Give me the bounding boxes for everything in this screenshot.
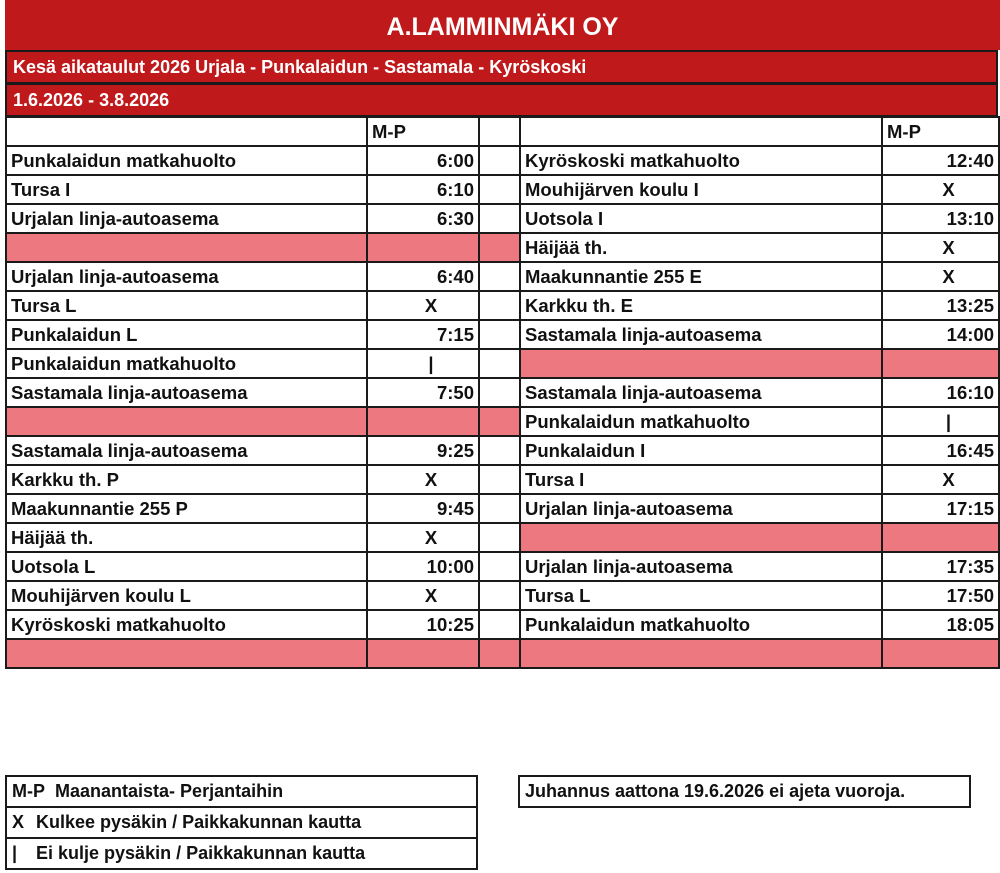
left-stop-name: Mouhijärven koulu L (6, 581, 367, 610)
gap-cell (479, 436, 520, 465)
table-row (6, 610, 999, 639)
gap-cell (479, 117, 520, 146)
gap-cell (479, 552, 520, 581)
gap-cell (479, 378, 520, 407)
right-departure-time: 17:15 (882, 494, 999, 523)
left-break-cell (6, 233, 367, 262)
right-departure-time: 16:45 (882, 436, 999, 465)
table-row (6, 204, 999, 233)
gap-cell (479, 233, 520, 262)
gap-cell (479, 349, 520, 378)
left-departure-time: 6:40 (367, 262, 479, 291)
left-departure-time: 7:15 (367, 320, 479, 349)
left-departure-time: 10:00 (367, 552, 479, 581)
left-stop-name: Sastamala linja-autoasema (6, 378, 367, 407)
right-break-cell (520, 639, 882, 668)
gap-cell (479, 494, 520, 523)
table-row (6, 146, 999, 175)
gap-cell (479, 639, 520, 668)
gap-cell (479, 262, 520, 291)
right-stop-header (520, 117, 882, 146)
right-departure-time: 18:05 (882, 610, 999, 639)
schedule-subtitle: Kesä aikataulut 2026 Urjala - Punkalaidun - Sastamala - Kyröskoski (5, 50, 998, 84)
gap-cell (479, 175, 520, 204)
left-stop-name: Sastamala linja-autoasema (6, 436, 367, 465)
gap-cell (479, 320, 520, 349)
left-break-cell (367, 407, 479, 436)
legend-symbol: X (12, 812, 25, 832)
left-stop-name: Punkalaidun L (6, 320, 367, 349)
right-stop-name: Punkalaidun I (520, 436, 882, 465)
right-stop-name: Tursa L (520, 581, 882, 610)
left-stop-name: Punkalaidun matkahuolto (6, 349, 367, 378)
gap-cell (479, 291, 520, 320)
legend-symbol: M-P (12, 781, 45, 801)
left-break-cell (367, 233, 479, 262)
right-departure-time: 16:10 (882, 378, 999, 407)
timetable (5, 116, 1000, 669)
gap-cell (479, 465, 520, 494)
left-stop-name: Häijää th. (6, 523, 367, 552)
gap-cell (479, 146, 520, 175)
left-departure-time: 7:50 (367, 378, 479, 407)
legend-entry (6, 838, 477, 869)
left-stop-name: Kyröskoski matkahuolto (6, 610, 367, 639)
gap-cell (479, 204, 520, 233)
table-row (6, 349, 999, 378)
gap-cell (479, 523, 520, 552)
left-departure-time: 6:30 (367, 204, 479, 233)
table-row (6, 262, 999, 291)
right-departure-time: 13:25 (882, 291, 999, 320)
left-stop-name: Urjalan linja-autoasema (6, 204, 367, 233)
left-departure-time: | (367, 349, 479, 378)
right-stop-name: Sastamala linja-autoasema (520, 320, 882, 349)
right-stop-name: Häijää th. (520, 233, 882, 262)
legend-symbol: | (12, 843, 18, 863)
legend-row (6, 838, 477, 869)
legend-entry (6, 776, 477, 807)
left-departure-time: X (367, 523, 479, 552)
right-departure-time: 12:40 (882, 146, 999, 175)
right-departure-time: X (882, 175, 999, 204)
right-stop-name: Punkalaidun matkahuolto (520, 407, 882, 436)
right-break-cell (882, 523, 999, 552)
holiday-notice: Juhannus aattona 19.6.2026 ei ajeta vuoroja. (518, 775, 971, 808)
date-range: 1.6.2026 - 3.8.2026 (5, 83, 998, 117)
left-departure-time: X (367, 291, 479, 320)
legend-row (6, 807, 477, 838)
left-stop-name: Karkku th. P (6, 465, 367, 494)
right-stop-name: Sastamala linja-autoasema (520, 378, 882, 407)
left-stop-header (6, 117, 367, 146)
table-row (6, 494, 999, 523)
right-stop-name: Kyröskoski matkahuolto (520, 146, 882, 175)
right-departure-time: 13:10 (882, 204, 999, 233)
right-departure-time: X (882, 465, 999, 494)
left-departure-time: 6:10 (367, 175, 479, 204)
left-break-cell (367, 639, 479, 668)
header-row (6, 117, 999, 146)
left-break-cell (6, 639, 367, 668)
table-row (6, 175, 999, 204)
left-stop-name: Tursa I (6, 175, 367, 204)
gap-cell (479, 610, 520, 639)
left-stop-name: Tursa L (6, 291, 367, 320)
left-departure-time: 9:45 (367, 494, 479, 523)
legend-text: Kulkee pysäkin / Paikkakunnan kautta (36, 812, 362, 832)
right-stop-name: Urjalan linja-autoasema (520, 552, 882, 581)
gap-cell (479, 407, 520, 436)
left-departure-time: 10:25 (367, 610, 479, 639)
table-row (6, 407, 999, 436)
legend-row (6, 776, 477, 807)
right-stop-name: Mouhijärven koulu I (520, 175, 882, 204)
right-break-cell (520, 349, 882, 378)
right-stop-name: Karkku th. E (520, 291, 882, 320)
left-stop-name: Maakunnantie 255 P (6, 494, 367, 523)
table-row (6, 465, 999, 494)
right-stop-name: Punkalaidun matkahuolto (520, 610, 882, 639)
right-stop-name: Maakunnantie 255 E (520, 262, 882, 291)
right-break-cell (882, 639, 999, 668)
right-departure-time: 14:00 (882, 320, 999, 349)
right-break-cell (520, 523, 882, 552)
left-stop-name: Urjalan linja-autoasema (6, 262, 367, 291)
right-departure-time: 17:35 (882, 552, 999, 581)
gap-cell (479, 581, 520, 610)
left-days-header: M-P (367, 117, 479, 146)
right-departure-time: | (882, 407, 999, 436)
left-break-cell (6, 407, 367, 436)
table-row (6, 436, 999, 465)
table-row (6, 291, 999, 320)
table-row (6, 233, 999, 262)
left-departure-time: X (367, 581, 479, 610)
left-departure-time: 6:00 (367, 146, 479, 175)
legend-entry (6, 807, 477, 838)
left-stop-name: Uotsola L (6, 552, 367, 581)
table-row (6, 320, 999, 349)
legend-text: Maanantaista- Perjantaihin (55, 781, 284, 801)
legend-text: Ei kulje pysäkin / Paikkakunnan kautta (36, 843, 366, 863)
right-days-header: M-P (882, 117, 999, 146)
right-break-cell (882, 349, 999, 378)
table-row (6, 639, 999, 668)
right-departure-time: X (882, 262, 999, 291)
right-stop-name: Urjalan linja-autoasema (520, 494, 882, 523)
left-stop-name: Punkalaidun matkahuolto (6, 146, 367, 175)
right-departure-time: 17:50 (882, 581, 999, 610)
left-departure-time: 9:25 (367, 436, 479, 465)
table-row (6, 552, 999, 581)
table-row (6, 523, 999, 552)
table-row (6, 378, 999, 407)
table-row (6, 581, 999, 610)
company-title: A.LAMMINMÄKI OY (5, 0, 1000, 50)
right-stop-name: Tursa I (520, 465, 882, 494)
right-departure-time: X (882, 233, 999, 262)
legend (5, 775, 478, 870)
left-departure-time: X (367, 465, 479, 494)
right-stop-name: Uotsola I (520, 204, 882, 233)
